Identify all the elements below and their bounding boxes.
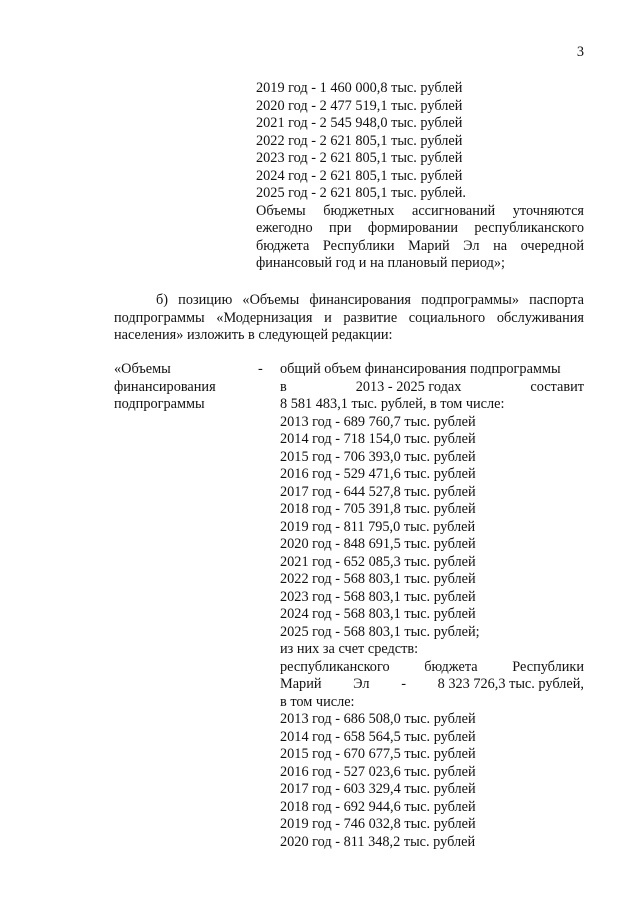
year-line: 2023 год - 2 621 805,1 тыс. рублей	[256, 150, 463, 166]
year-line: 2022 год - 2 621 805,1 тыс. рублей	[256, 132, 463, 149]
year-line: 2013 год - 689 760,7 тыс. рублей	[280, 413, 476, 430]
budget-source-line	[280, 659, 584, 677]
budget-source-word: республиканского	[280, 658, 390, 675]
year-line: 2024 год - 2 621 805,1 тыс. рублей	[256, 167, 463, 184]
year-line: 2019 год - 1 460 000,8 тыс. рублей	[256, 80, 463, 96]
budget-total-word: -	[401, 676, 406, 692]
funding-label-line: финансирования	[114, 378, 216, 395]
budget-year-line: 2015 год - 670 677,5 тыс. рублей	[280, 746, 476, 762]
year-line: 2025 год - 2 621 805,1 тыс. рублей.	[256, 185, 466, 201]
budget-year-line: 2020 год - 811 348,2 тыс. рублей	[280, 833, 476, 850]
year-line: 2021 год - 2 545 948,0 тыс. рублей	[256, 115, 463, 131]
budget-total-word: Эл	[353, 676, 370, 692]
page-number: 3	[576, 44, 584, 60]
year-line: 2017 год - 644 527,8 тыс. рублей	[280, 483, 476, 500]
funding-label	[114, 361, 254, 414]
year-line: 2023 год - 568 803,1 тыс. рублей	[280, 588, 476, 605]
year-line: 2019 год - 811 795,0 тыс. рублей	[280, 518, 476, 535]
total-period-word: составит	[530, 378, 584, 395]
total-period	[280, 379, 584, 397]
budget-total-word: Марий	[280, 676, 322, 692]
total-period-word: в	[280, 378, 287, 395]
year-line: 2020 год - 848 691,5 тыс. рублей	[280, 536, 476, 552]
year-line: 2021 год - 652 085,3 тыс. рублей	[280, 553, 476, 570]
budget-total-word: 8 323 726,3 тыс. рублей,	[437, 676, 584, 692]
budget-year-line: 2018 год - 692 944,6 тыс. рублей	[280, 798, 476, 815]
sources-intro: из них за счет средств:	[280, 641, 419, 657]
budget-total-line	[280, 676, 584, 694]
previous-item-continuation	[256, 80, 584, 273]
allocation-note: Объемы бюджетных ассигнований уточняются ежегодно при формировании республиканского бюджета Республики Марий Эл на очередной финансовый год и на плановый период»;	[256, 202, 584, 271]
year-line: 2025 год - 568 803,1 тыс. рублей;	[280, 623, 480, 640]
year-line: 2022 год - 568 803,1 тыс. рублей	[280, 571, 476, 587]
label-dash: -	[258, 361, 263, 377]
budget-year-line: 2016 год - 527 023,6 тыс. рублей	[280, 763, 476, 780]
total-amount: 8 581 483,1 тыс. рублей, в том числе:	[280, 396, 505, 412]
budget-year-line: 2017 год - 603 329,4 тыс. рублей	[280, 781, 476, 797]
total-period-word: 2013 - 2025 годах	[355, 378, 462, 395]
year-line: 2018 год - 705 391,8 тыс. рублей	[280, 501, 476, 517]
funding-label-line: «Объемы	[114, 361, 171, 377]
budget-year-line: 2014 год - 658 564,5 тыс. рублей	[280, 728, 476, 745]
total-intro: общий объем финансирования подпрограммы	[280, 361, 561, 377]
year-line: 2016 год - 529 471,6 тыс. рублей	[280, 466, 476, 482]
year-line: 2015 год - 706 393,0 тыс. рублей	[280, 448, 476, 465]
year-line: 2024 год - 568 803,1 тыс. рублей	[280, 606, 476, 622]
funding-values	[280, 361, 584, 851]
funding-label-line: подпрограммы	[114, 396, 205, 412]
year-line: 2014 год - 718 154,0 тыс. рублей	[280, 431, 476, 447]
budget-source-word: бюджета	[424, 658, 478, 675]
budget-source-word: Республики	[512, 658, 584, 675]
budget-year-line: 2013 год - 686 508,0 тыс. рублей	[280, 711, 476, 727]
budget-year-line: 2019 год - 746 032,8 тыс. рублей	[280, 816, 476, 832]
year-line: 2020 год - 2 477 519,1 тыс. рублей	[256, 97, 463, 114]
item-b-paragraph: б) позицию «Объемы финансирования подпрограммы» паспорта подпрограммы «Модернизация и развитие социального обслуживания населения» изложить в следующей редакции:	[114, 292, 584, 343]
budget-breakdown-intro: в том числе:	[280, 693, 355, 710]
